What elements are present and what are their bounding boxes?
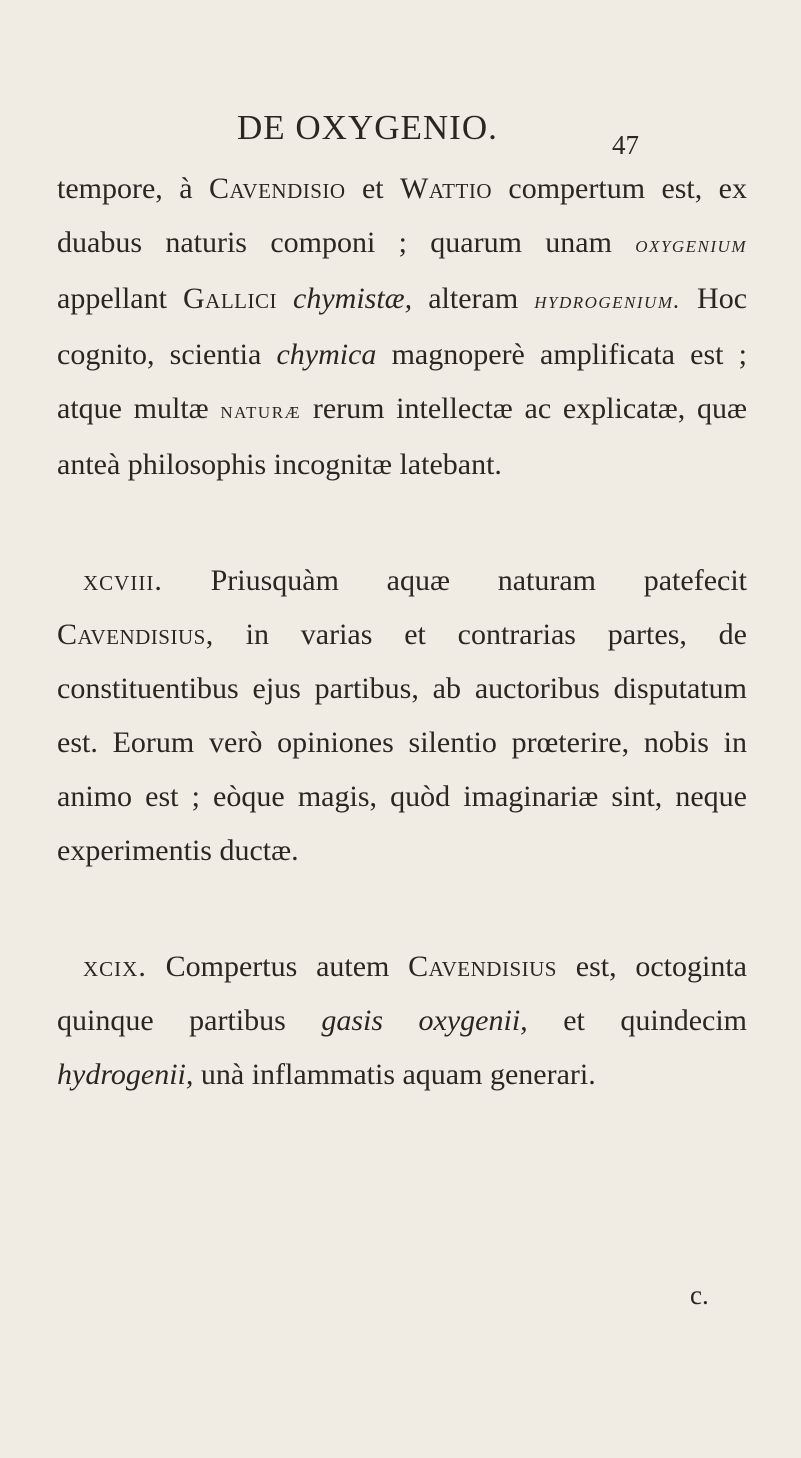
paragraph-continuation: tempore, à Cavendisio et Wattio compertum est, ex duabus naturis componi ; quarum unam oxygenium appellant Gallici chymistæ, alteram hydrogenium. Hoc cognito, scientia chymica magnoperè amplificata est ; atque multæ naturæ rerum intellectæ ac explicatæ, quæ anteà philosophis incognitæ latebant. — [57, 172, 748, 481]
term-oxygenium: oxygenium — [635, 232, 747, 258]
running-title: DE OXYGENIO. — [237, 108, 498, 147]
name-wattio: Wattio — [400, 172, 492, 205]
name-cavendisius: Cavendisius, — [57, 618, 214, 651]
section-number: xcix. — [83, 950, 147, 983]
paragraph-gap — [57, 492, 747, 554]
paragraph-gap — [57, 878, 747, 940]
body-text — [57, 162, 747, 1102]
page-number: 47 — [612, 130, 639, 160]
term-naturae: naturæ — [220, 398, 302, 424]
paragraph-xcix: xcix. Compertus autem Cavendisius est, octoginta quinque partibus gasis oxygenii, et quindecim hydrogenii, unà inflammatis aquam generari. — [57, 950, 747, 1091]
term-hydrogenii: hydrogenii, — [57, 1058, 194, 1091]
running-head — [0, 108, 801, 168]
paragraph-xcviii: xcviii. Priusquàm aquæ naturam patefecit Cavendisius, in varias et contrarias partes, de constituentibus ejus partibus, ab auctoribus disputatum est. Eorum verò opiniones silentio prœterire, nobis in animo est ; eòque magis, quòd imaginariæ sint, neque experimentis ductæ. — [57, 564, 747, 867]
name-gallici: Gallici — [183, 282, 277, 315]
catchword: c. — [690, 1280, 709, 1310]
term-hydrogenium: hydrogenium. — [534, 288, 681, 314]
name-cavendisio: Cavendisio — [208, 172, 346, 205]
term-chymica: chymica — [276, 338, 377, 371]
term-gasis-oxygenii: gasis oxygenii, — [321, 1004, 528, 1037]
name-cavendisius: Cavendisius — [408, 950, 557, 983]
section-number: xcviii. — [83, 564, 163, 597]
term-chymistae: chymistæ, — [293, 282, 413, 315]
